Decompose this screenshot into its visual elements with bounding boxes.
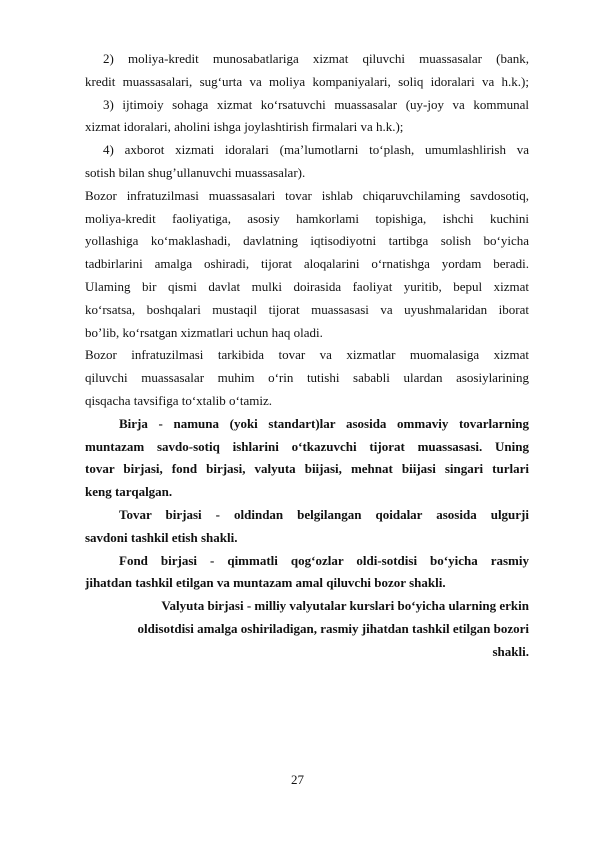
text-line-bold: jihatdan tashkil etilgan va muntazam amal qiluvchi bozor shakli. <box>85 575 446 591</box>
text-line-bold: tovar birjasi, fond birjasi, valyuta biijasi, mehnat biijasi singari turlari <box>85 461 529 477</box>
text-line-bold: Tovar birjasi - oldindan belgilangan qoidalar asosida ulgurji <box>119 506 529 522</box>
text-line-bold: Valyuta birjasi - milliy valyutalar kurslari bo‘yicha ularning erkin <box>161 598 529 614</box>
text-line: xizmat idoralari, aholini ishga joylashtirish firmalari va h.k.); <box>85 119 404 135</box>
text-line: ko‘rsatsa, boshqalari mustaqil tijorat muassasasi va uyushmalaridan iborat <box>85 301 529 317</box>
document-body <box>85 48 529 664</box>
text-line: qisqacha tavsifiga to‘xtalib o‘tamiz. <box>85 392 272 408</box>
text-line: Bozor infratuzilmasi tarkibida tovar va xizmatlar muomalasiga xizmat <box>85 347 529 363</box>
text-line-bold: shakli. <box>492 643 529 659</box>
text-line-bold: muntazam savdo-sotiq ishlarini o‘tkazuvchi tijorat muassasasi. Uning <box>85 438 529 454</box>
text-line: bo’lib, ko‘rsatgan xizmatlari uchun haq oladi. <box>85 324 323 340</box>
text-line: moliya-kredit faoliyatiga, asosiy hamkorlami topishiga, ishchi kuchini <box>85 210 529 226</box>
text-line: yollashiga ko‘maklashadi, davlatning iqtisodiyotni tartibga solish bo‘yicha <box>85 233 529 249</box>
text-line-bold: keng tarqalgan. <box>85 484 173 500</box>
text-line-bold: Fond birjasi - qimmatli qog‘ozlar oldi-sotdisi bo‘yicha rasmiy <box>119 552 529 568</box>
text-line: Ulaming bir qismi davlat mulki doirasida faoliyat yuritib, bepul xizmat <box>85 278 529 294</box>
text-line-bold: Birja - namuna (yoki standart)lar asosida ommaviy tovarlarning <box>119 415 529 431</box>
text-line: tadbirlarini amalga oshiradi, tijorat aloqalarini o‘rnatishga yordam beradi. <box>85 256 529 272</box>
page-number: 27 <box>291 772 304 787</box>
text-line-bold: savdoni tashkil etish shakli. <box>85 529 238 545</box>
text-line-bold: oldisotdisi amalga oshiriladigan, rasmiy jihatdan tashkil etilgan bozori <box>137 620 529 636</box>
text-line: sotish bilan shug’ullanuvchi muassasalar). <box>85 164 306 180</box>
text-line: qiluvchi muassasalar muhim o‘rin tutishi sababli ulardan asosiylarining <box>85 370 529 386</box>
text-line: 4) axborot xizmati idoralari (ma’lumotlarni to‘plash, umumlashlirish va <box>103 142 529 158</box>
text-line: 3) ijtimoiy sohaga xizmat ko‘rsatuvchi muassasalar (uy-joy va kommunal <box>103 96 529 112</box>
text-line: Bozor infratuzilmasi muassasalari tovar ishlab chiqaruvchilaming savdosotiq, <box>85 187 529 203</box>
text-line: kredit muassasalari, sug‘urta va moliya kompaniyalari, soliq idoralari va h.k.); <box>85 73 529 89</box>
text-line: 2) moliya-kredit munosabatlariga xizmat qiluvchi muassasalar (bank, <box>103 51 529 66</box>
